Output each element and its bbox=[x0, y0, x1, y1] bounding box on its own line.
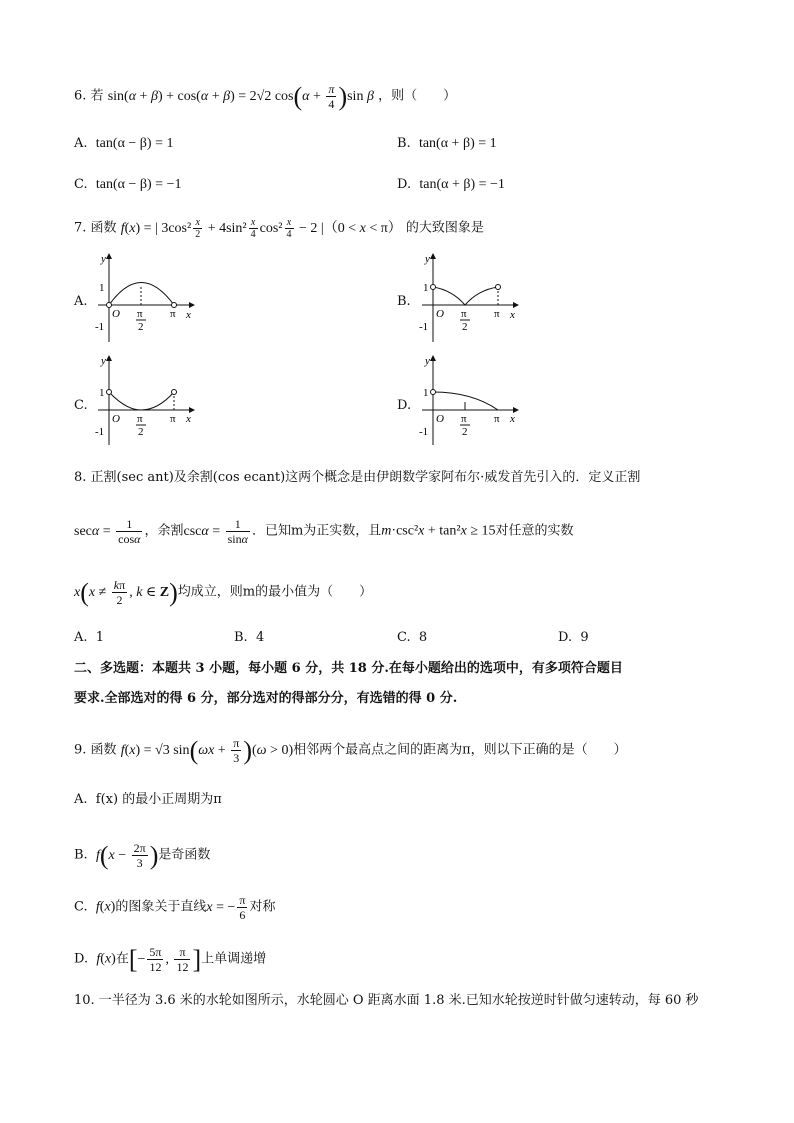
option-label: B. bbox=[234, 630, 248, 645]
option-text: 9 bbox=[580, 630, 589, 645]
q9-c-line: x = − $\frac{\pi}{6}$ bbox=[206, 893, 246, 922]
one-label: 1 bbox=[423, 387, 429, 399]
q9-b-expr: f(x − $\frac{2\pi}{3}$ ) bbox=[95, 840, 159, 870]
q7-graph-c[interactable] bbox=[88, 352, 198, 447]
open-point bbox=[107, 303, 112, 308]
q6-stem bbox=[74, 82, 456, 111]
q9-function: f(x) = √3 sin(ωx + $\frac{\pi}{3}$ )(ω > 0) bbox=[120, 735, 294, 765]
option-label: B. bbox=[397, 294, 411, 309]
q10-line1: 10. 一半径为 3.6 米的水轮如图所示，水轮圆心 O 距离水面 1.8 米.已知水轮按逆时针做匀速转动，每 60 秒 bbox=[74, 993, 699, 1008]
origin-label: O bbox=[112, 413, 120, 425]
x-label: x bbox=[186, 413, 191, 425]
option-label: C. bbox=[397, 630, 411, 645]
option-label: B. bbox=[397, 136, 411, 151]
half-pi-num: π bbox=[461, 308, 467, 320]
open-point bbox=[431, 390, 436, 395]
option-text: 上单调递增 bbox=[201, 951, 267, 967]
q7-option-d[interactable] bbox=[397, 396, 411, 416]
origin-label: O bbox=[436, 413, 444, 425]
half-pi-num: π bbox=[137, 308, 143, 320]
section2-line2: 要求.全部选对的得 6 分，部分选对的得部分分，有选错的得 0 分. bbox=[74, 691, 458, 706]
option-label: C. bbox=[74, 177, 88, 192]
q8-option-b[interactable] bbox=[234, 628, 264, 648]
q8-condition: x(x ≠ $\frac{k\pi}{2}$ , k ∈ Z) bbox=[74, 577, 178, 607]
half-pi-den: 2 bbox=[138, 321, 144, 333]
option-text: 1 bbox=[95, 630, 105, 645]
option-label: D. bbox=[397, 398, 412, 413]
q9-option-a[interactable] bbox=[74, 790, 222, 810]
q8-inequality: m·csc²x + tan²x ≥ 15 bbox=[381, 523, 496, 539]
option-label: D. bbox=[74, 951, 89, 967]
q7-option-b[interactable] bbox=[397, 292, 411, 312]
q6-prefix: 6. 若 bbox=[74, 88, 104, 104]
q9-suffix: 相邻两个最高点之间的距离为π，则以下正确的是（ ） bbox=[293, 742, 627, 758]
option-text: tan(α − β) = −1 bbox=[95, 177, 182, 192]
q7-option-a[interactable] bbox=[74, 292, 88, 312]
pi-label: π bbox=[170, 413, 176, 425]
option-text: tan(α + β) = −1 bbox=[419, 177, 505, 192]
q8-line2-tail: ．已知m为正实数，且 bbox=[251, 523, 382, 539]
option-text: tan(α − β) = 1 bbox=[95, 136, 174, 151]
q9-prefix: 9. 函数 bbox=[74, 742, 117, 758]
y-label: y bbox=[425, 355, 430, 367]
x-label: x bbox=[186, 309, 191, 321]
half-pi-num: π bbox=[461, 413, 467, 425]
neg-one-label: -1 bbox=[419, 426, 429, 438]
one-label: 1 bbox=[99, 282, 105, 294]
q9-stem bbox=[74, 736, 627, 765]
y-label: y bbox=[101, 355, 106, 367]
q7-graph-b[interactable] bbox=[412, 250, 522, 345]
q8-line2-mid: ，余割 bbox=[144, 523, 184, 539]
half-pi-num: π bbox=[137, 413, 143, 425]
option-label: C. bbox=[74, 398, 88, 413]
option-label: A. bbox=[74, 294, 88, 309]
q6-option-a[interactable] bbox=[74, 134, 173, 154]
open-point bbox=[107, 390, 112, 395]
origin-label: O bbox=[436, 308, 444, 320]
q7-function: f(x) = | 3cos² $\frac{x}{2}$ + 4sin² $\frac{x}{4}$ cos² $\frac{x}{4}$ − 2 |（0 < x < π） bbox=[120, 217, 402, 240]
q6-option-b[interactable] bbox=[397, 134, 497, 154]
section2-line1: 二、多选题：本题共 3 小题，每小题 6 分，共 18 分.在每小题给出的选项中，有多项符合题目 bbox=[74, 661, 623, 676]
q8-line2 bbox=[74, 517, 574, 546]
half-pi-den: 2 bbox=[138, 426, 144, 438]
q9-option-c[interactable] bbox=[74, 893, 275, 922]
option-text: 是奇函数 bbox=[158, 847, 211, 863]
pi-label: π bbox=[494, 308, 500, 320]
q8-line3-tail: 均成立，则m的最小值为（ ） bbox=[177, 584, 373, 600]
q9-option-d[interactable] bbox=[74, 945, 266, 974]
q6-suffix: ，则（ ） bbox=[378, 88, 457, 104]
q6-option-d[interactable] bbox=[397, 175, 505, 195]
option-text: 的图象关于直线 bbox=[115, 899, 207, 915]
option-label: A. bbox=[74, 630, 88, 645]
q9-d-mid: 在 bbox=[115, 951, 129, 967]
neg-one-label: -1 bbox=[95, 426, 105, 438]
option-text: 8 bbox=[418, 630, 428, 645]
x-label: x bbox=[510, 309, 515, 321]
q8-line1: 8. 正割(sec ant)及余割(cos ecant)这两个概念是由伊朗数学家阿布尔·威发首先引入的．定义正割 bbox=[74, 470, 641, 485]
option-text: f(x) 的最小正周期为π bbox=[95, 792, 222, 807]
option-text: 4 bbox=[255, 630, 265, 645]
q6-equation: sin(α + β) + cos(α + β) = 2√2 cos(α + $\frac{\pi}{4}$ )sin β bbox=[107, 81, 374, 111]
q7-suffix: 的大致图象是 bbox=[405, 220, 484, 236]
q8-option-a[interactable] bbox=[74, 628, 104, 648]
option-label: A. bbox=[74, 136, 88, 151]
q7-prefix: 7. 函数 bbox=[74, 220, 117, 236]
origin-label: O bbox=[112, 308, 120, 320]
q9-c-fx: f(x) bbox=[95, 899, 116, 915]
q7-stem bbox=[74, 217, 484, 240]
option-label: D. bbox=[397, 177, 412, 192]
q9-d-fx: f(x) bbox=[96, 951, 116, 967]
q9-d-interval: [− $\frac{5\pi}{12}$ , $\frac{\pi}{12}$ ] bbox=[128, 944, 202, 974]
option-label: A. bbox=[74, 792, 88, 807]
q8-option-c[interactable] bbox=[397, 628, 427, 648]
neg-one-label: -1 bbox=[419, 321, 429, 333]
q6-option-c[interactable] bbox=[74, 175, 181, 195]
pi-label: π bbox=[494, 413, 500, 425]
curve bbox=[433, 287, 498, 305]
x-label: x bbox=[510, 413, 515, 425]
option-label: C. bbox=[74, 899, 88, 915]
csc-definition: cscα = $\frac{1}{\sin\alpha}$ bbox=[183, 517, 248, 546]
q9-c-tail: 对称 bbox=[249, 899, 276, 915]
open-point bbox=[431, 285, 436, 290]
q7-graph-a[interactable] bbox=[88, 250, 198, 345]
neg-one-label: -1 bbox=[95, 321, 105, 333]
q8-line2-end: 对任意的实数 bbox=[495, 523, 574, 539]
curve bbox=[109, 392, 174, 410]
y-label: y bbox=[425, 253, 430, 265]
option-label: D. bbox=[558, 630, 573, 645]
half-pi-den: 2 bbox=[462, 426, 468, 438]
q9-option-b[interactable] bbox=[74, 841, 210, 870]
curve bbox=[109, 283, 174, 306]
half-pi-den: 2 bbox=[462, 321, 468, 333]
q7-graph-d[interactable] bbox=[412, 352, 522, 447]
one-label: 1 bbox=[423, 282, 429, 294]
pi-label: π bbox=[170, 308, 176, 320]
open-point bbox=[172, 390, 177, 395]
one-label: 1 bbox=[99, 387, 105, 399]
q8-line3 bbox=[74, 578, 372, 607]
option-text: tan(α + β) = 1 bbox=[418, 136, 497, 151]
y-label: y bbox=[101, 253, 106, 265]
open-point bbox=[496, 285, 501, 290]
q7-option-c[interactable] bbox=[74, 396, 88, 416]
sec-definition: secα = $\frac{1}{\cos\alpha}$ bbox=[74, 517, 141, 546]
q8-option-d[interactable] bbox=[558, 628, 589, 648]
open-point bbox=[172, 303, 177, 308]
option-label: B. bbox=[74, 847, 88, 863]
